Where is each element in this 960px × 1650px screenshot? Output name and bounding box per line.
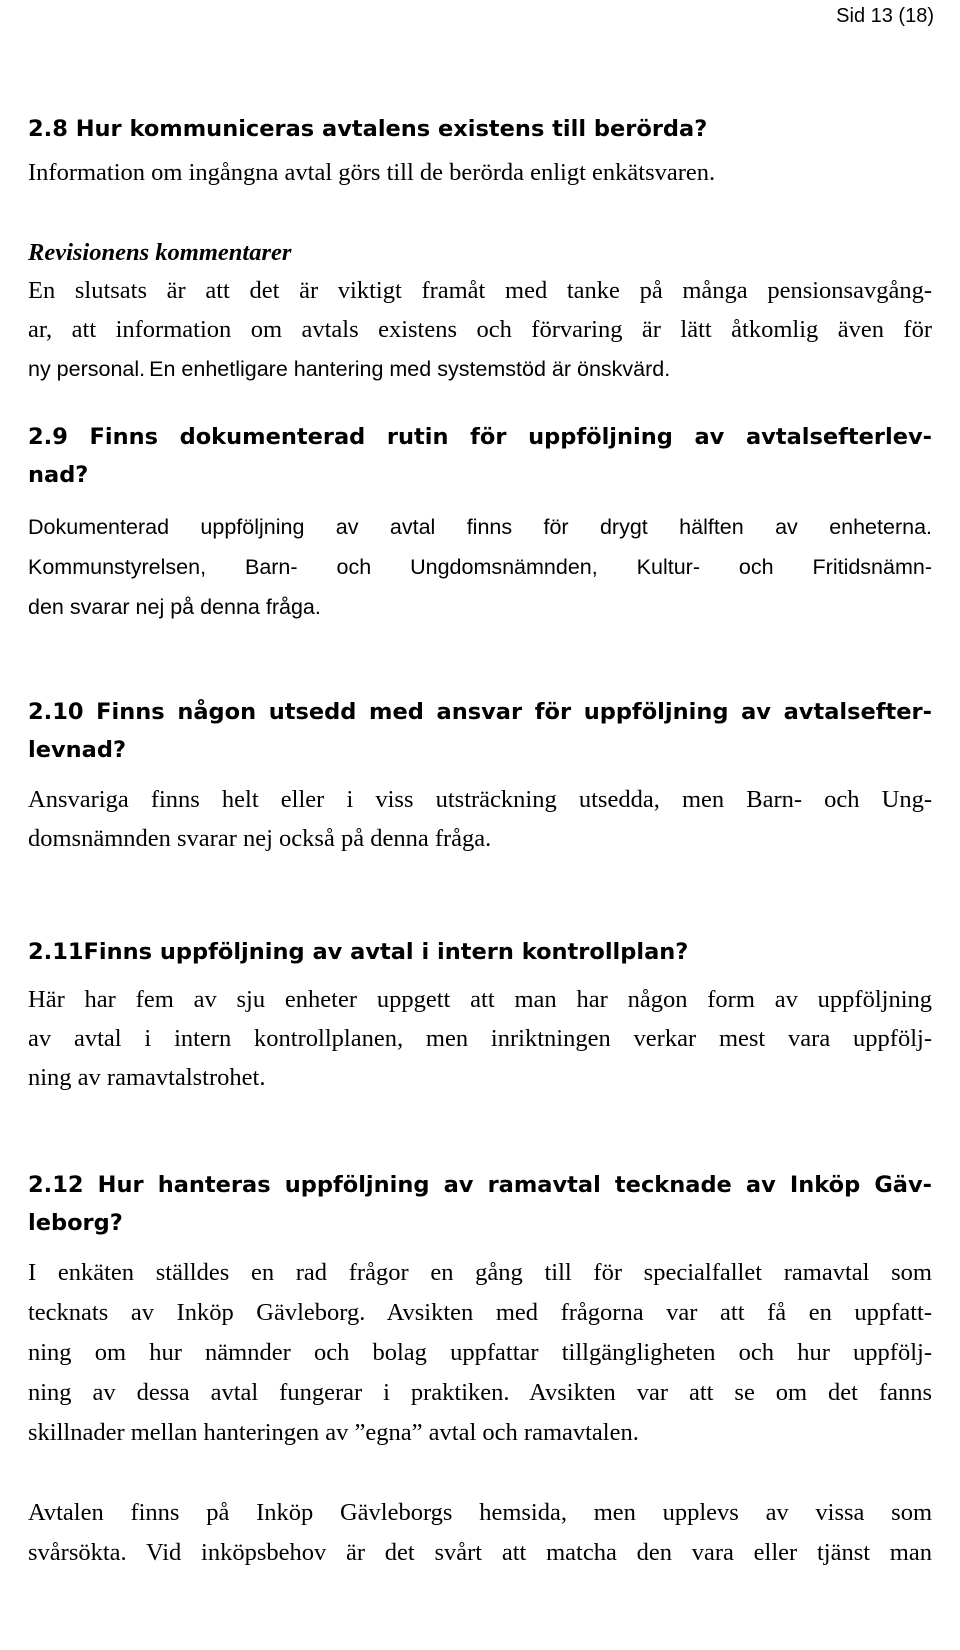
paragraph-2-12-line-4: ning av dessa avtal fungerar i praktiken. Avsikten var att se om det fanns: [28, 1379, 932, 1406]
revision-line-1: En slutsats är att det är viktigt framåt med tanke på många pensionsavgång-: [28, 277, 932, 304]
section-heading-2-8: 2.8 Hur kommuniceras avtalens existens till berörda?: [28, 116, 708, 142]
paragraph-2-12-line-1: I enkäten ställdes en rad frågor en gång till för specialfallet ramavtal som: [28, 1259, 932, 1286]
paragraph-2-11-line-3: ning av ramavtalstrohet.: [28, 1064, 266, 1091]
paragraph-2-10-line-2: domsnämnden svarar nej också på denna fråga.: [28, 825, 492, 852]
section-heading-2-9-line-1: 2.9 Finns dokumenterad rutin för uppföljning av avtalsefterlev-: [28, 424, 932, 450]
paragraph-2-9-line-1: Dokumenterad uppföljning av avtal finns för drygt hälften av enheterna.: [28, 515, 932, 539]
paragraph-2-12-line-6: Avtalen finns på Inköp Gävleborgs hemsida, men upplevs av vissa som: [28, 1499, 932, 1526]
section-heading-2-10-line-2: levnad?: [28, 737, 126, 763]
page-number: Sid 13 (18): [836, 5, 934, 27]
paragraph-2-12-line-2: tecknats av Inköp Gävleborg. Avsikten med frågorna var att få en uppfatt-: [28, 1299, 932, 1326]
paragraph-2-12-line-3: ning om hur nämnder och bolag uppfattar tillgängligheten och hur uppfölj-: [28, 1339, 932, 1366]
section-heading-2-9-line-2: nad?: [28, 462, 89, 488]
paragraph-2-12-line-5: skillnader mellan hanteringen av ”egna” avtal och ramavtalen.: [28, 1419, 639, 1446]
paragraph-2-11-line-2: av avtal i intern kontrollplanen, men inriktningen verkar mest vara uppfölj-: [28, 1025, 932, 1052]
paragraph-2-9-line-3: den svarar nej på denna fråga.: [28, 595, 321, 619]
paragraph-2-9-line-2: Kommunstyrelsen, Barn- och Ungdomsnämnden, Kultur- och Fritidsnämn-: [28, 555, 932, 579]
revision-line-3: [28, 352, 670, 386]
revision-line-2: ar, att information om avtals existens och förvaring är lätt åtkomlig även för: [28, 316, 932, 343]
section-heading-2-12-line-2: leborg?: [28, 1210, 123, 1236]
paragraph-2-12-line-7: svårsökta. Vid inköpsbehov är det svårt att matcha den vara eller tjänst man: [28, 1539, 932, 1566]
paragraph-2-8: Information om ingångna avtal görs till de berörda enligt enkätsvaren.: [28, 159, 716, 186]
section-heading-2-11: 2.11Finns uppföljning av avtal i intern kontrollplan?: [28, 939, 689, 965]
revision-comments-heading: Revisionens kommentarer: [28, 239, 292, 266]
section-heading-2-12-line-1: 2.12 Hur hanteras uppföljning av ramavtal tecknade av Inköp Gäv-: [28, 1172, 932, 1198]
section-heading-2-10-line-1: 2.10 Finns någon utsedd med ansvar för uppföljning av avtalsefter-: [28, 699, 932, 725]
revision-line-3-part-b: En enhetligare hantering med systemstöd är önskvärd.: [149, 357, 671, 381]
revision-line-3-part-a: ny personal.: [28, 357, 146, 381]
paragraph-2-10-line-1: Ansvariga finns helt eller i viss utsträckning utsedda, men Barn- och Ung-: [28, 786, 932, 813]
paragraph-2-11-line-1: Här har fem av sju enheter uppgett att man har någon form av uppföljning: [28, 986, 932, 1013]
